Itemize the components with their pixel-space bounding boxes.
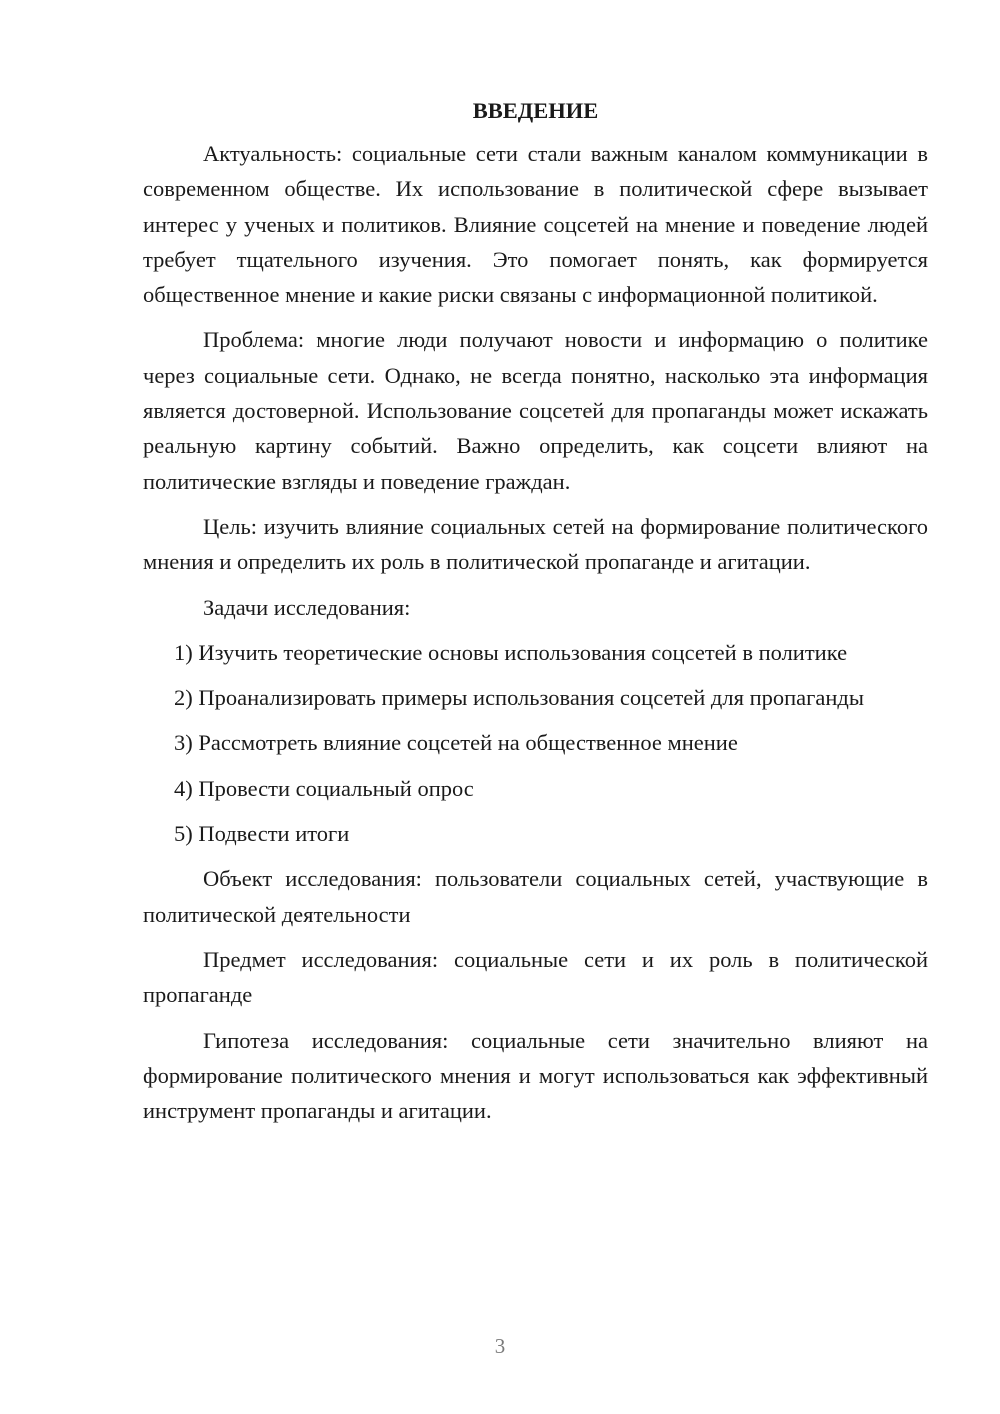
task-item: 3) Рассмотреть влияние соцсетей на общественное мнение — [174, 730, 738, 756]
task-item: 1) Изучить теоретические основы использования соцсетей в политике — [174, 639, 848, 665]
task-item: 5) Подвести итоги — [174, 821, 350, 847]
subject-paragraph: Предмет исследования: социальные сети и их роль в политической пропаганде — [143, 946, 928, 1008]
page-number: 3 — [494, 1334, 506, 1358]
goal-paragraph: Цель: изучить влияние социальных сетей на формирование политического мнения и определить их роль в политической пропаганде и агитации. — [143, 513, 928, 575]
task-item: 4) Провести социальный опрос — [174, 775, 474, 801]
document-body — [143, 95, 928, 1138]
object-paragraph: Объект исследования: пользователи социальных сетей, участвующие в политической деятельности — [143, 866, 928, 927]
relevance-paragraph: Актуальность: социальные сети стали важным каналом коммуникации в современном обществе. Их использование в политической сфере вызывает интерес у ученых и политиков. Влияние соцсетей на мнение и поведение людей требует тщательного изучения. Это помогает понять, как формируется общественное мнение и какие риски связаны с информационной политикой. — [143, 141, 928, 308]
task-item: 2) Проанализировать примеры использования соцсетей для пропаганды — [174, 685, 864, 711]
hypothesis-paragraph: Гипотеза исследования: социальные сети значительно влияют на формирование политического мнения и могут использоваться как эффективный инструмент пропаганды и агитации. — [143, 1027, 928, 1124]
problem-paragraph: Проблема: многие люди получают новости и информацию о политике через социальные сети. Однако, не всегда понятно, насколько эта информация является достоверной. Использование соцсетей для пропаганды может искажать реальную картину событий. Важно определить, как соцсети влияют на политические взгляды и поведение граждан. — [143, 327, 928, 494]
tasks-heading: Задачи исследования: — [203, 594, 411, 620]
section-heading: ВВЕДЕНИЕ — [472, 98, 599, 123]
